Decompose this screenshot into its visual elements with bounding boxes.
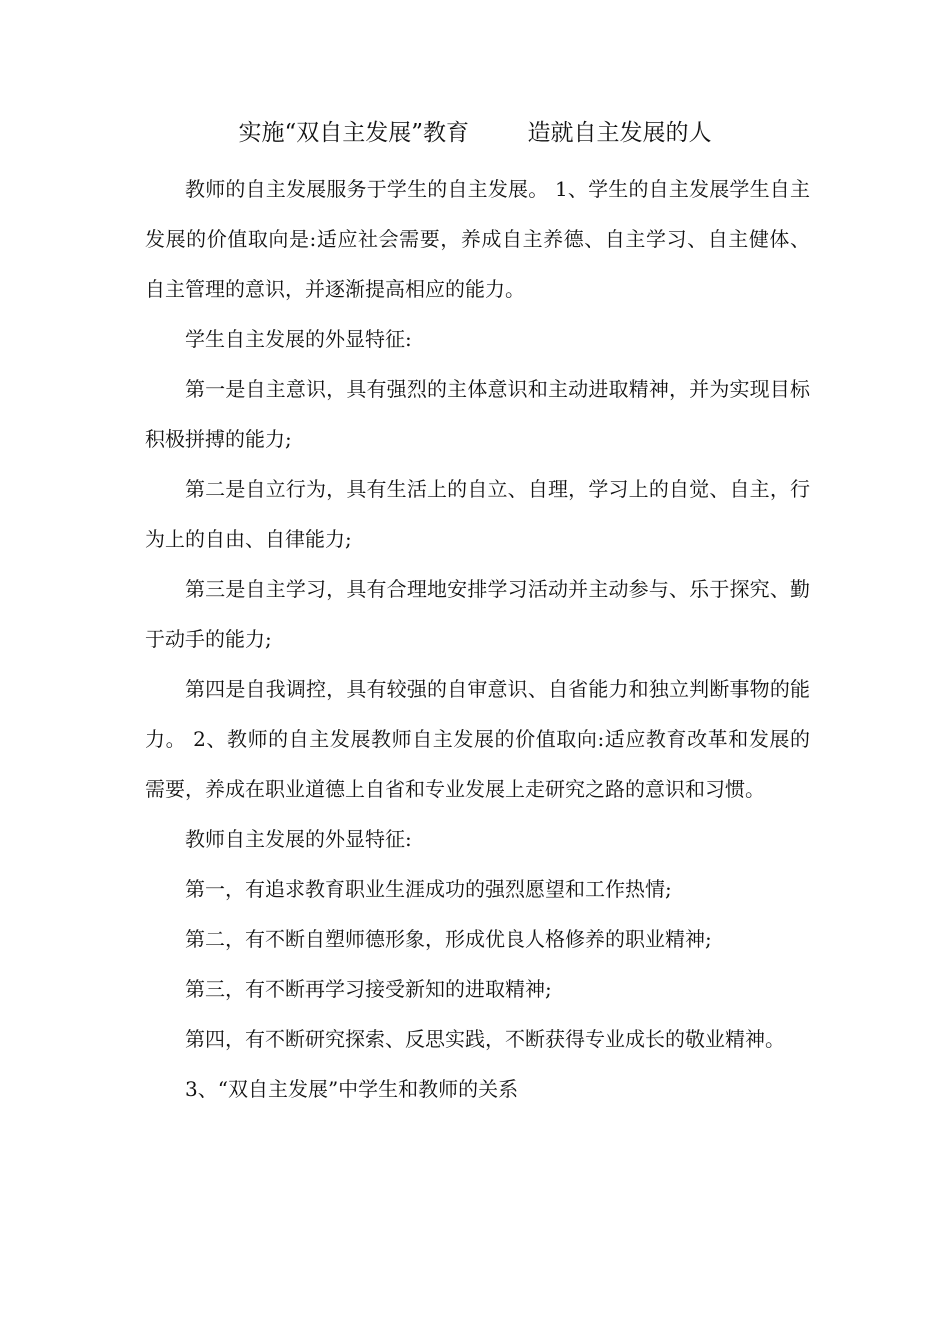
paragraph-section-3-heading: 3、“双自主发展”中学生和教师的关系 <box>185 1077 519 1101</box>
paragraph-intro-student-development: 教师的自主发展服务于学生的自主发展。 1、学生的自主发展学生自主发展的价值取向是:适应社会需要，养成自主养德、自主学习、自主健体、自主管理的意识，并逐渐提高相应的能力。 <box>145 177 810 301</box>
paragraph-teacher-feature-3: 第三，有不断再学习接受新知的进取精神; <box>185 977 552 1001</box>
document-title: 实施“双自主发展”教育 造就自主发展的人 <box>238 120 712 146</box>
document-body <box>145 164 810 1114</box>
paragraph-student-feature-3: 第三是自主学习，具有合理地安排学习活动并主动参与、乐于探究、勤于动手的能力; <box>145 577 810 651</box>
paragraph-student-feature-2: 第二是自立行为，具有生活上的自立、自理，学习上的自觉、自主，行为上的自由、自律能力; <box>145 477 810 551</box>
paragraph-teacher-feature-4: 第四，有不断研究探索、反思实践，不断获得专业成长的敬业精神。 <box>185 1027 785 1051</box>
paragraph-student-feature-4: 第四是自我调控，具有较强的自审意识、自省能力和独立判断事物的能力。 2、教师的自主发展教师自主发展的价值取向:适应教育改革和发展的需要，养成在职业道德上自省和专业发展上走研究之路的意识和习惯。 <box>145 677 810 801</box>
paragraph-teacher-feature-2: 第二，有不断自塑师德形象，形成优良人格修养的职业精神; <box>185 927 712 951</box>
paragraph-student-features-heading: 学生自主发展的外显特征: <box>185 327 412 351</box>
paragraph-student-feature-1: 第一是自主意识，具有强烈的主体意识和主动进取精神，并为实现目标积极拼搏的能力; <box>145 377 810 451</box>
paragraph-teacher-features-heading: 教师自主发展的外显特征: <box>185 827 412 851</box>
paragraph-teacher-feature-1: 第一，有追求教育职业生涯成功的强烈愿望和工作热情; <box>185 877 672 901</box>
